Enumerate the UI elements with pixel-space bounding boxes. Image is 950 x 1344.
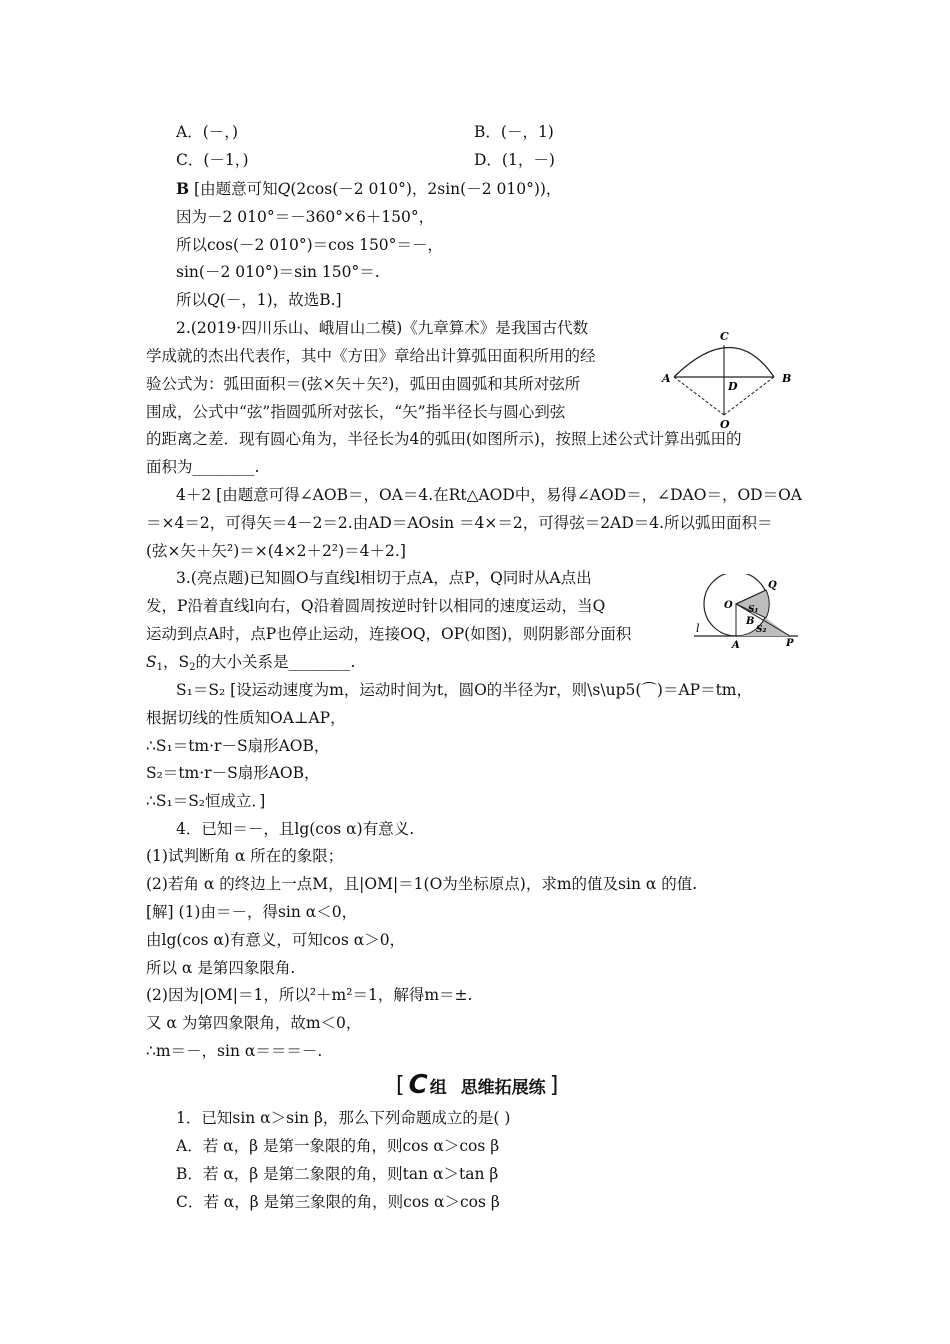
section-heading bbox=[392, 1071, 562, 1099]
q2-answer-line-3: (弦×矢＋矢²)＝×(4×2＋2²)＝4＋2.] bbox=[146, 542, 406, 560]
label-q: Q bbox=[768, 580, 777, 591]
q4-part-1: (1)试判断角 α 所在的象限； bbox=[146, 847, 344, 865]
q3-answer-line-2: 根据切线的性质知OA⊥AP， bbox=[146, 709, 346, 727]
label-a: A bbox=[662, 372, 671, 385]
q2-answer-line-1: 4＋2 [由题意可得∠AOB＝，OA＝4.在Rt△AOD中，易得∠AOD＝，∠DAO＝，OD＝OA bbox=[176, 486, 802, 504]
label-a: A bbox=[732, 640, 740, 650]
label-s1: S₁ bbox=[748, 605, 759, 615]
q2-line-6: 面积为________. bbox=[146, 458, 260, 476]
label-l: l bbox=[696, 622, 700, 635]
answer-line-3: 所以cos(－2 010°)＝cos 150°＝－， bbox=[176, 236, 443, 254]
c1-option-c: C．若 α，β 是第三象限的角，则cos α＞cos β bbox=[176, 1193, 500, 1211]
radius-oa bbox=[674, 377, 724, 415]
q2-line-4: 围成，公式中“弦”指圆弧所对弦长，“矢”指半径长与圆心到弦 bbox=[146, 403, 566, 421]
option-c: C．(－1，) bbox=[176, 151, 249, 169]
q3-answer-line-1: S₁＝S₂ [设运动速度为m，运动时间为t，圆O的半径为r，则\s\up5(⌒)＝AP＝tm， bbox=[176, 681, 752, 699]
q2-line-3: 验公式为：弧田面积＝(弦×矢＋矢²)，弧田由圆弧和其所对弦所 bbox=[146, 375, 581, 393]
tangent-circle-figure bbox=[690, 574, 800, 650]
section-title: 思维拓展练 bbox=[460, 1077, 546, 1098]
q3-answer-line-4: S₂＝tm·r－S扇形AOB， bbox=[146, 764, 320, 782]
s1-symbol: S bbox=[146, 653, 157, 671]
group-label: 组 bbox=[429, 1077, 447, 1098]
label-s2: S₂ bbox=[756, 625, 767, 635]
q4-solution-6: ∴m＝－，sin α＝＝＝－. bbox=[146, 1042, 323, 1060]
q3-answer-line-3: ∴S₁＝tm·r－S扇形AOB， bbox=[146, 737, 330, 755]
point-q: Q bbox=[207, 291, 220, 309]
q3-line-4 bbox=[146, 652, 355, 678]
q4-solution-2: 由lg(cos α)有意义，可知cos α＞0， bbox=[146, 931, 406, 949]
label-b: B bbox=[782, 372, 792, 385]
q2-line-1: 2.(2019·四川乐山、峨眉山二模)《九章算术》是我国古代数 bbox=[176, 319, 589, 337]
q3-line-2: 发，P沿着直线l向右，Q沿着圆周按逆时针以相同的速度运动，当Q bbox=[146, 597, 606, 615]
label-b: B bbox=[746, 616, 755, 627]
q4-solution-5: 又 α 为第四象限角，故m＜0， bbox=[146, 1014, 362, 1032]
option-d: D．(1，－) bbox=[474, 151, 555, 169]
label-o: O bbox=[720, 418, 730, 430]
answer-line-2: 因为－2 010°＝－360°×6＋150°， bbox=[176, 208, 435, 226]
q4-part-2: (2)若角 α 的终边上一点M，且|OM|＝1(O为坐标原点)，求m的值及sin α 的值. bbox=[146, 875, 698, 893]
option-b: B．(－，1) bbox=[474, 123, 554, 141]
q2-line-2: 学成就的杰出代表作，其中《方田》章给出计算弧田面积所用的经 bbox=[146, 347, 596, 365]
arc-field-figure bbox=[658, 326, 798, 430]
q3-answer-line-5: ∴S₁＝S₂恒成立．] bbox=[146, 792, 266, 810]
bracket-left: [ bbox=[396, 1072, 405, 1098]
s2-subscript: 2 bbox=[189, 662, 196, 673]
answer-text: (2cos(－2 010°)，2sin(－2 010°))， bbox=[290, 180, 562, 198]
answer-line-5 bbox=[176, 290, 342, 310]
answer-text: (－，1)，故选B.] bbox=[219, 291, 342, 309]
q2-line-5: 的距离之差．现有圆心角为，半径长为4的弧田(如图所示)，按照上述公式计算出弧田的 bbox=[146, 430, 742, 448]
answer-line-1 bbox=[176, 179, 561, 199]
q3-line-1: 3.(亮点题)已知圆O与直线l相切于点A，点P，Q同时从A点出 bbox=[176, 569, 592, 587]
answer-letter: B bbox=[176, 179, 190, 198]
s1-subscript: 1 bbox=[156, 662, 163, 673]
q3-text: ，S bbox=[163, 653, 190, 671]
q4-solution-1: [解] (1)由＝－，得sin α＜0， bbox=[146, 903, 358, 921]
bracket-right: ] bbox=[549, 1072, 559, 1098]
label-c: C bbox=[720, 330, 729, 343]
c1-option-b: B．若 α，β 是第二象限的角，则tan α＞tan β bbox=[176, 1165, 499, 1183]
option-a: A．(－，) bbox=[176, 123, 239, 141]
q4-stem: 4．已知＝－，且lg(cos α)有意义. bbox=[176, 820, 415, 838]
answer-line-4: sin(－2 010°)＝sin 150°＝. bbox=[176, 263, 380, 281]
q3-line-3: 运动到点A时，点P也停止运动，连接OQ，OP(如图)，则阴影部分面积 bbox=[146, 625, 632, 643]
group-letter: C bbox=[408, 1070, 428, 1100]
answer-text: 所以 bbox=[176, 291, 208, 309]
q4-solution-3: 所以 α 是第四象限角. bbox=[146, 959, 296, 977]
q4-solution-4: (2)因为|OM|＝1，所以²＋m²＝1，解得m＝±. bbox=[146, 986, 473, 1004]
c1-stem: 1．已知sin α＞sin β，那么下列命题成立的是( ) bbox=[176, 1109, 511, 1127]
c1-option-a: A．若 α，β 是第一象限的角，则cos α＞cos β bbox=[176, 1137, 500, 1155]
label-o: O bbox=[724, 600, 733, 611]
q3-text: 的大小关系是________. bbox=[195, 653, 356, 671]
label-d: D bbox=[728, 380, 738, 393]
label-p: P bbox=[786, 638, 794, 649]
point-q: Q bbox=[277, 180, 291, 198]
answer-text: [由题意可知 bbox=[189, 180, 278, 198]
q2-answer-line-2: ＝×4＝2，可得矢＝4－2＝2.由AD＝AOsin ＝4×＝2，可得弦＝2AD＝4.所以弧田面积＝ bbox=[146, 514, 773, 532]
